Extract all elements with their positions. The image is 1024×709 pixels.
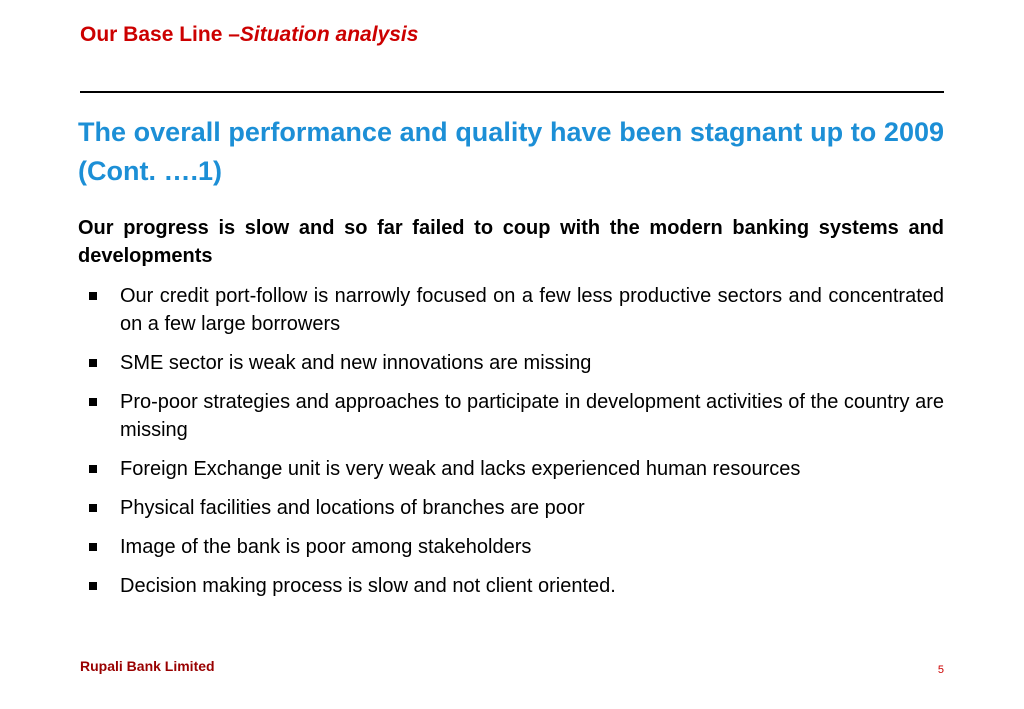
list-item bbox=[78, 282, 944, 338]
list-item bbox=[78, 494, 944, 522]
slide-page-number: 5 bbox=[937, 664, 944, 676]
square-bullet-icon bbox=[89, 582, 97, 590]
header-title-italic: Situation analysis bbox=[239, 23, 419, 46]
bullet-list bbox=[78, 282, 944, 611]
header-title-plain: Our Base Line – bbox=[80, 23, 240, 46]
list-item-text: Our credit port-follow is narrowly focused on a few less productive sectors and concentrated on a few large borrowers bbox=[120, 285, 944, 335]
square-bullet-icon bbox=[89, 504, 97, 512]
square-bullet-icon bbox=[89, 398, 97, 406]
square-bullet-icon bbox=[89, 292, 97, 300]
list-item bbox=[78, 533, 944, 561]
slide-headline: The overall performance and quality have been stagnant up to 2009 (Cont. ….1) bbox=[78, 117, 944, 186]
list-item-text: Physical facilities and locations of branches are poor bbox=[120, 497, 585, 519]
list-item bbox=[78, 455, 944, 483]
list-item-text: Decision making process is slow and not client oriented. bbox=[120, 575, 616, 597]
square-bullet-icon bbox=[89, 543, 97, 551]
list-item-text: SME sector is weak and new innovations are missing bbox=[120, 352, 592, 374]
footer-company-name: Rupali Bank Limited bbox=[80, 658, 215, 674]
list-item bbox=[78, 388, 944, 444]
slide-header bbox=[80, 23, 418, 47]
list-item-text: Pro-poor strategies and approaches to participate in development activities of the country are missing bbox=[120, 391, 944, 441]
list-item-text: Foreign Exchange unit is very weak and lacks experienced human resources bbox=[120, 458, 801, 480]
square-bullet-icon bbox=[89, 465, 97, 473]
square-bullet-icon bbox=[89, 359, 97, 367]
header-divider bbox=[80, 91, 944, 93]
slide-subheading: Our progress is slow and so far failed to coup with the modern banking systems and developments bbox=[78, 217, 944, 267]
list-item bbox=[78, 349, 944, 377]
list-item-text: Image of the bank is poor among stakeholders bbox=[120, 536, 532, 558]
list-item bbox=[78, 572, 944, 600]
